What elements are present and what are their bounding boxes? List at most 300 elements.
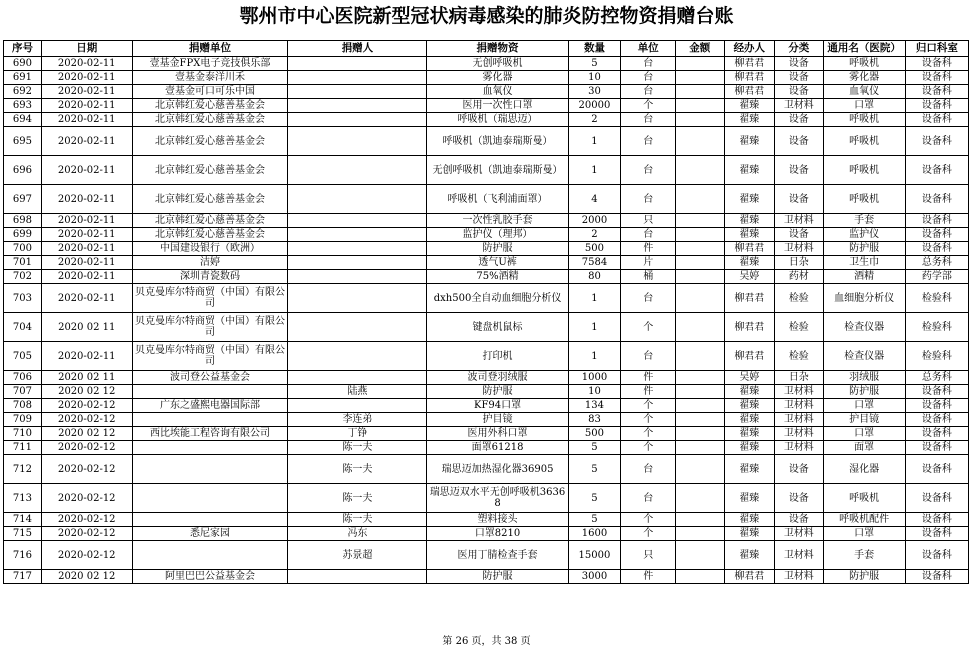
unit-cell: 只: [621, 541, 676, 570]
generic-name-cell: 面罩: [823, 441, 905, 455]
unit-cell: 个: [621, 413, 676, 427]
item-cell: 医用外科口罩: [427, 427, 568, 441]
row-number-cell: 717: [4, 570, 42, 584]
row-number-cell: 707: [4, 385, 42, 399]
unit-cell: 个: [621, 513, 676, 527]
date-cell: 2020 02 11: [41, 371, 132, 385]
category-cell: 设备: [775, 513, 823, 527]
row-number-cell: 694: [4, 113, 42, 127]
row-number-cell: 697: [4, 185, 42, 214]
unit-cell: 个: [621, 441, 676, 455]
department-cell: 设备科: [905, 185, 968, 214]
donor-unit-cell: 中国建设银行（欧洲）: [132, 242, 288, 256]
generic-name-cell: 卫生巾: [823, 256, 905, 270]
date-cell: 2020 02 12: [41, 427, 132, 441]
department-cell: 设备科: [905, 71, 968, 85]
quantity-cell: 7584: [568, 256, 621, 270]
category-cell: 卫材料: [775, 570, 823, 584]
item-cell: 防护服: [427, 570, 568, 584]
unit-cell: 台: [621, 185, 676, 214]
donor-person-cell: 冯东: [288, 527, 427, 541]
quantity-cell: 1000: [568, 371, 621, 385]
department-cell: 总务科: [905, 371, 968, 385]
donor-unit-cell: 阿里巴巴公益基金会: [132, 570, 288, 584]
unit-cell: 台: [621, 113, 676, 127]
unit-cell: 台: [621, 228, 676, 242]
handler-cell: 柳君君: [724, 284, 775, 313]
donor-unit-cell: [132, 484, 288, 513]
table-row: [4, 342, 969, 371]
department-cell: 检验科: [905, 313, 968, 342]
handler-cell: 翟臻: [724, 385, 775, 399]
row-number-cell: 701: [4, 256, 42, 270]
department-cell: 检验科: [905, 342, 968, 371]
amount-cell: [676, 342, 724, 371]
quantity-cell: 1600: [568, 527, 621, 541]
generic-name-cell: 血氧仪: [823, 85, 905, 99]
donor-person-cell: [288, 71, 427, 85]
category-cell: 卫材料: [775, 441, 823, 455]
donor-person-cell: [288, 156, 427, 185]
amount-cell: [676, 242, 724, 256]
amount-cell: [676, 127, 724, 156]
donor-person-cell: [288, 284, 427, 313]
unit-cell: 只: [621, 214, 676, 228]
date-cell: 2020-02-11: [41, 270, 132, 284]
donor-unit-cell: 北京韩红爱心慈善基金会: [132, 113, 288, 127]
generic-name-cell: 呼吸机: [823, 484, 905, 513]
table-row: [4, 441, 969, 455]
donor-unit-cell: 波司登公益基金会: [132, 371, 288, 385]
unit-cell: 台: [621, 284, 676, 313]
date-cell: 2020-02-12: [41, 484, 132, 513]
category-cell: 卫材料: [775, 214, 823, 228]
generic-name-cell: 口罩: [823, 527, 905, 541]
department-cell: 设备科: [905, 484, 968, 513]
handler-cell: 翟臻: [724, 214, 775, 228]
column-header: 归口科室: [905, 41, 968, 57]
item-cell: dxh500全自动血细胞分析仪: [427, 284, 568, 313]
department-cell: 设备科: [905, 214, 968, 228]
category-cell: 设备: [775, 71, 823, 85]
table-row: [4, 284, 969, 313]
donor-unit-cell: [132, 541, 288, 570]
item-cell: 呼吸机（飞利浦面罩）: [427, 185, 568, 214]
category-cell: 设备: [775, 156, 823, 185]
row-number-cell: 716: [4, 541, 42, 570]
donor-person-cell: [288, 228, 427, 242]
generic-name-cell: 呼吸机: [823, 156, 905, 185]
donor-person-cell: 丁铮: [288, 427, 427, 441]
category-cell: 卫材料: [775, 541, 823, 570]
donor-person-cell: 陈一夫: [288, 441, 427, 455]
table-row: [4, 185, 969, 214]
table-row: [4, 427, 969, 441]
amount-cell: [676, 413, 724, 427]
category-cell: 设备: [775, 228, 823, 242]
donor-unit-cell: 贝克曼库尔特商贸（中国）有限公司: [132, 342, 288, 371]
donor-person-cell: 李连弟: [288, 413, 427, 427]
column-header: 捐赠单位: [132, 41, 288, 57]
unit-cell: 台: [621, 156, 676, 185]
handler-cell: 柳君君: [724, 342, 775, 371]
handler-cell: 柳君君: [724, 85, 775, 99]
quantity-cell: 5: [568, 441, 621, 455]
date-cell: 2020-02-12: [41, 513, 132, 527]
generic-name-cell: 雾化器: [823, 71, 905, 85]
department-cell: 设备科: [905, 427, 968, 441]
unit-cell: 台: [621, 455, 676, 484]
row-number-cell: 703: [4, 284, 42, 313]
date-cell: 2020-02-12: [41, 455, 132, 484]
amount-cell: [676, 313, 724, 342]
category-cell: 设备: [775, 113, 823, 127]
item-cell: 透气U裤: [427, 256, 568, 270]
amount-cell: [676, 385, 724, 399]
table-row: [4, 113, 969, 127]
row-number-cell: 691: [4, 71, 42, 85]
row-number-cell: 696: [4, 156, 42, 185]
category-cell: 设备: [775, 127, 823, 156]
category-cell: 日杂: [775, 256, 823, 270]
table-row: [4, 127, 969, 156]
department-cell: 设备科: [905, 541, 968, 570]
donor-person-cell: [288, 270, 427, 284]
donor-person-cell: 陈一夫: [288, 484, 427, 513]
date-cell: 2020-02-11: [41, 256, 132, 270]
date-cell: 2020-02-11: [41, 127, 132, 156]
item-cell: 塑料接头: [427, 513, 568, 527]
item-cell: KF94口罩: [427, 399, 568, 413]
generic-name-cell: 防护服: [823, 570, 905, 584]
quantity-cell: 5: [568, 513, 621, 527]
amount-cell: [676, 427, 724, 441]
row-number-cell: 693: [4, 99, 42, 113]
table-row: [4, 455, 969, 484]
generic-name-cell: 监护仪: [823, 228, 905, 242]
row-number-cell: 706: [4, 371, 42, 385]
generic-name-cell: 呼吸机: [823, 127, 905, 156]
handler-cell: 柳君君: [724, 242, 775, 256]
date-cell: 2020 02 12: [41, 385, 132, 399]
generic-name-cell: 湿化器: [823, 455, 905, 484]
generic-name-cell: 检查仪器: [823, 342, 905, 371]
quantity-cell: 500: [568, 427, 621, 441]
quantity-cell: 5: [568, 484, 621, 513]
amount-cell: [676, 527, 724, 541]
generic-name-cell: 呼吸机: [823, 57, 905, 71]
handler-cell: 吴婷: [724, 371, 775, 385]
date-cell: 2020-02-11: [41, 214, 132, 228]
donor-person-cell: [288, 127, 427, 156]
department-cell: 设备科: [905, 570, 968, 584]
donor-unit-cell: 壹基金FPX电子竞技俱乐部: [132, 57, 288, 71]
donor-person-cell: [288, 570, 427, 584]
donor-person-cell: [288, 242, 427, 256]
department-cell: 设备科: [905, 385, 968, 399]
column-header: 数量: [568, 41, 621, 57]
donor-person-cell: [288, 99, 427, 113]
table-row: [4, 484, 969, 513]
row-number-cell: 692: [4, 85, 42, 99]
donor-unit-cell: 北京韩红爱心慈善基金会: [132, 228, 288, 242]
unit-cell: 片: [621, 256, 676, 270]
unit-cell: 台: [621, 85, 676, 99]
item-cell: 呼吸机（凯迪泰瑞斯曼）: [427, 127, 568, 156]
amount-cell: [676, 484, 724, 513]
unit-cell: 台: [621, 484, 676, 513]
donor-person-cell: 陈一夫: [288, 455, 427, 484]
date-cell: 2020-02-11: [41, 57, 132, 71]
column-header: 通用名（医院）: [823, 41, 905, 57]
category-cell: 卫材料: [775, 413, 823, 427]
category-cell: 卫材料: [775, 242, 823, 256]
amount-cell: [676, 71, 724, 85]
column-header: 序号: [4, 41, 42, 57]
quantity-cell: 10: [568, 71, 621, 85]
category-cell: 设备: [775, 57, 823, 71]
handler-cell: 翟臻: [724, 413, 775, 427]
handler-cell: 翟臻: [724, 441, 775, 455]
table-row: [4, 214, 969, 228]
item-cell: 键盘机鼠标: [427, 313, 568, 342]
donor-unit-cell: [132, 513, 288, 527]
table-body: [4, 57, 969, 584]
date-cell: 2020-02-12: [41, 541, 132, 570]
donor-person-cell: [288, 214, 427, 228]
donor-unit-cell: 壹基金泰洋川禾: [132, 71, 288, 85]
date-cell: 2020-02-11: [41, 99, 132, 113]
unit-cell: 个: [621, 527, 676, 541]
donor-person-cell: [288, 342, 427, 371]
item-cell: 医用一次性口罩: [427, 99, 568, 113]
date-cell: 2020-02-12: [41, 413, 132, 427]
quantity-cell: 1: [568, 127, 621, 156]
quantity-cell: 2: [568, 113, 621, 127]
department-cell: 设备科: [905, 399, 968, 413]
department-cell: 药学部: [905, 270, 968, 284]
date-cell: 2020-02-12: [41, 399, 132, 413]
quantity-cell: 15000: [568, 541, 621, 570]
amount-cell: [676, 85, 724, 99]
handler-cell: 柳君君: [724, 313, 775, 342]
generic-name-cell: 血细胞分析仪: [823, 284, 905, 313]
table-row: [4, 256, 969, 270]
date-cell: 2020-02-11: [41, 156, 132, 185]
date-cell: 2020 02 11: [41, 313, 132, 342]
category-cell: 检验: [775, 313, 823, 342]
table-row: [4, 413, 969, 427]
quantity-cell: 83: [568, 413, 621, 427]
category-cell: 检验: [775, 284, 823, 313]
item-cell: 面罩61218: [427, 441, 568, 455]
quantity-cell: 10: [568, 385, 621, 399]
item-cell: 监护仪（理邦）: [427, 228, 568, 242]
department-cell: 设备科: [905, 527, 968, 541]
table-row: [4, 85, 969, 99]
amount-cell: [676, 270, 724, 284]
item-cell: 75%酒精: [427, 270, 568, 284]
quantity-cell: 1: [568, 342, 621, 371]
date-cell: 2020-02-11: [41, 185, 132, 214]
item-cell: 雾化器: [427, 71, 568, 85]
amount-cell: [676, 214, 724, 228]
donor-unit-cell: 西比埃能工程咨询有限公司: [132, 427, 288, 441]
column-header: 分类: [775, 41, 823, 57]
amount-cell: [676, 541, 724, 570]
unit-cell: 个: [621, 399, 676, 413]
date-cell: 2020-02-12: [41, 527, 132, 541]
item-cell: 波司登羽绒服: [427, 371, 568, 385]
handler-cell: 翟臻: [724, 256, 775, 270]
item-cell: 医用丁腈检查手套: [427, 541, 568, 570]
quantity-cell: 4: [568, 185, 621, 214]
generic-name-cell: 呼吸机配件: [823, 513, 905, 527]
donor-person-cell: [288, 313, 427, 342]
donor-unit-cell: 北京韩红爱心慈善基金会: [132, 99, 288, 113]
donor-unit-cell: 深圳青瓷数码: [132, 270, 288, 284]
generic-name-cell: 口罩: [823, 399, 905, 413]
handler-cell: 翟臻: [724, 228, 775, 242]
row-number-cell: 710: [4, 427, 42, 441]
generic-name-cell: 检查仪器: [823, 313, 905, 342]
date-cell: 2020-02-11: [41, 71, 132, 85]
donor-unit-cell: [132, 455, 288, 484]
table-header-row: [4, 41, 969, 57]
column-header: 金额: [676, 41, 724, 57]
generic-name-cell: 口罩: [823, 99, 905, 113]
quantity-cell: 20000: [568, 99, 621, 113]
amount-cell: [676, 371, 724, 385]
handler-cell: 翟臻: [724, 156, 775, 185]
department-cell: 设备科: [905, 228, 968, 242]
date-cell: 2020-02-11: [41, 342, 132, 371]
item-cell: 打印机: [427, 342, 568, 371]
item-cell: 一次性乳胶手套: [427, 214, 568, 228]
department-cell: 设备科: [905, 99, 968, 113]
amount-cell: [676, 99, 724, 113]
donor-unit-cell: 悉尼家园: [132, 527, 288, 541]
handler-cell: 翟臻: [724, 484, 775, 513]
unit-cell: 个: [621, 427, 676, 441]
generic-name-cell: 呼吸机: [823, 185, 905, 214]
department-cell: 设备科: [905, 242, 968, 256]
table-row: [4, 242, 969, 256]
page-number-footer: 第 26 页，共 38 页: [442, 636, 531, 647]
item-cell: 防护服: [427, 385, 568, 399]
row-number-cell: 704: [4, 313, 42, 342]
generic-name-cell: 防护服: [823, 385, 905, 399]
quantity-cell: 134: [568, 399, 621, 413]
row-number-cell: 709: [4, 413, 42, 427]
unit-cell: 台: [621, 342, 676, 371]
handler-cell: 翟臻: [724, 527, 775, 541]
unit-cell: 件: [621, 371, 676, 385]
donor-person-cell: [288, 371, 427, 385]
column-header: 日期: [41, 41, 132, 57]
generic-name-cell: 羽绒服: [823, 371, 905, 385]
unit-cell: 件: [621, 385, 676, 399]
category-cell: 卫材料: [775, 99, 823, 113]
amount-cell: [676, 156, 724, 185]
item-cell: 无创呼吸机: [427, 57, 568, 71]
donor-unit-cell: [132, 441, 288, 455]
amount-cell: [676, 441, 724, 455]
handler-cell: 翟臻: [724, 427, 775, 441]
handler-cell: 翟臻: [724, 513, 775, 527]
amount-cell: [676, 455, 724, 484]
category-cell: 卫材料: [775, 427, 823, 441]
unit-cell: 台: [621, 71, 676, 85]
table-row: [4, 270, 969, 284]
date-cell: 2020 02 12: [41, 570, 132, 584]
donor-unit-cell: 壹基金可口可乐中国: [132, 85, 288, 99]
donor-unit-cell: 北京韩红爱心慈善基金会: [132, 127, 288, 156]
table-row: [4, 570, 969, 584]
amount-cell: [676, 570, 724, 584]
date-cell: 2020-02-12: [41, 441, 132, 455]
row-number-cell: 715: [4, 527, 42, 541]
department-cell: 设备科: [905, 156, 968, 185]
date-cell: 2020-02-11: [41, 228, 132, 242]
amount-cell: [676, 399, 724, 413]
handler-cell: 翟臻: [724, 541, 775, 570]
row-number-cell: 711: [4, 441, 42, 455]
table-row: [4, 228, 969, 242]
row-number-cell: 713: [4, 484, 42, 513]
table-row: [4, 99, 969, 113]
quantity-cell: 5: [568, 455, 621, 484]
category-cell: 设备: [775, 455, 823, 484]
donor-person-cell: [288, 113, 427, 127]
unit-cell: 件: [621, 242, 676, 256]
table-row: [4, 156, 969, 185]
category-cell: 日杂: [775, 371, 823, 385]
date-cell: 2020-02-11: [41, 113, 132, 127]
row-number-cell: 695: [4, 127, 42, 156]
category-cell: 卫材料: [775, 385, 823, 399]
item-cell: 瑞思迈加热湿化器36905: [427, 455, 568, 484]
handler-cell: 翟臻: [724, 113, 775, 127]
handler-cell: 翟臻: [724, 455, 775, 484]
quantity-cell: 30: [568, 85, 621, 99]
table-row: [4, 541, 969, 570]
column-header: 单位: [621, 41, 676, 57]
donor-unit-cell: 北京韩红爱心慈善基金会: [132, 214, 288, 228]
date-cell: 2020-02-11: [41, 85, 132, 99]
department-cell: 设备科: [905, 113, 968, 127]
handler-cell: 翟臻: [724, 399, 775, 413]
donor-unit-cell: 北京韩红爱心慈善基金会: [132, 156, 288, 185]
column-header: 经办人: [724, 41, 775, 57]
unit-cell: 台: [621, 127, 676, 156]
quantity-cell: 5: [568, 57, 621, 71]
generic-name-cell: 酒精: [823, 270, 905, 284]
item-cell: 血氧仪: [427, 85, 568, 99]
donor-unit-cell: [132, 413, 288, 427]
donor-unit-cell: [132, 385, 288, 399]
item-cell: 护目镜: [427, 413, 568, 427]
handler-cell: 翟臻: [724, 99, 775, 113]
table-row: [4, 57, 969, 71]
donation-ledger-table: [3, 40, 969, 584]
category-cell: 卫材料: [775, 527, 823, 541]
generic-name-cell: 口罩: [823, 427, 905, 441]
table-row: [4, 527, 969, 541]
donor-unit-cell: 贝克曼库尔特商贸（中国）有限公司: [132, 313, 288, 342]
handler-cell: 吴婷: [724, 270, 775, 284]
category-cell: 检验: [775, 342, 823, 371]
